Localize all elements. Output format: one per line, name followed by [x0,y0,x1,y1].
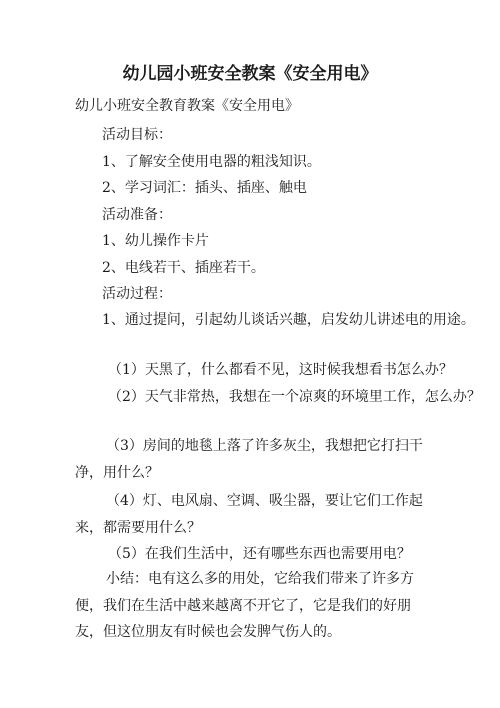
document-subtitle: 幼儿小班安全教育教案《安全用电》 [75,98,299,114]
prep-item: 1、幼儿操作卡片 [102,233,209,249]
goal-item: 2、学习词汇：插头、插座、触电 [102,180,307,196]
goal-item: 1、了解安全使用电器的粗浅知识。 [102,154,321,170]
question-item: （1）天黑了，什么都看不见，这时候我想看书怎么办？ [108,362,453,378]
question-item: （2）天气非常热，我想在一个凉爽的环境里工作，怎么办？ [108,389,481,405]
question-item: （3）房间的地毯上落了许多灰尘，我想把它打扫干净，用什么？ [75,438,423,481]
prep-item: 2、电线若干、插座若干。 [102,260,265,276]
question-item: （5）在我们生活中，还有哪些东西也需要用电？ [108,546,411,562]
prep-heading: 活动准备： [102,207,172,223]
summary-paragraph: 小结：电有这么多的用处，它给我们带来了许多方便，我们在生活中越来越离不开它了，它是我们的好朋友，但这位朋友有时候也会发脾气伤人的。 [75,571,414,640]
process-step: 1、通过提问，引起幼儿谈话兴趣，启发幼儿讲述电的用途。 [102,312,475,328]
process-heading: 活动过程： [102,286,172,302]
goals-heading: 活动目标： [102,127,172,143]
document-title: 幼儿园小班安全教案《安全用电》 [122,64,378,84]
question-item: （4）灯、电风扇、空调、吸尘器，要让它们工作起来，都需要用什么？ [75,493,423,536]
